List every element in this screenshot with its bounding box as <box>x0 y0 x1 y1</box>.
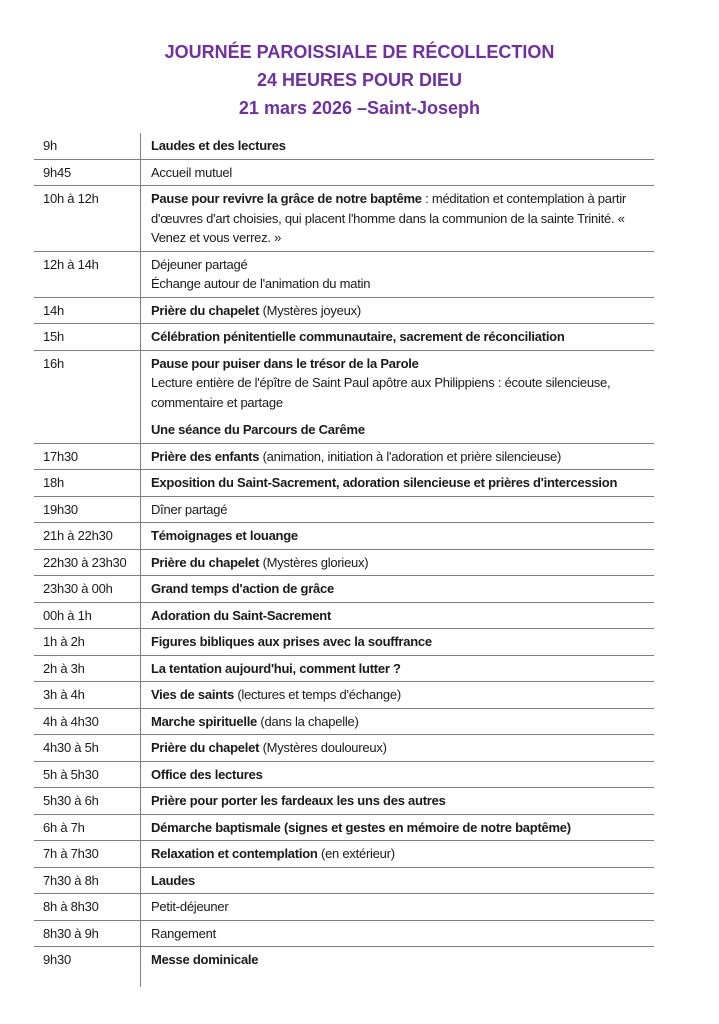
table-row <box>34 185 654 251</box>
activity-cell <box>140 351 654 443</box>
table-row <box>34 496 654 523</box>
activity-cell <box>140 252 654 297</box>
activity-paragraph <box>151 844 648 864</box>
activity-cell-empty <box>140 973 654 987</box>
table-row <box>34 443 654 470</box>
text-segment: Témoignages et louange <box>151 528 298 543</box>
text-segment: Prière du chapelet <box>151 554 260 570</box>
activity-paragraph <box>151 526 648 546</box>
activity-cell <box>140 868 654 894</box>
table-row <box>34 549 654 576</box>
activity-paragraph <box>151 473 648 493</box>
text-segment: (en extérieur) <box>317 846 395 861</box>
time-cell: 9h <box>43 138 57 153</box>
text-segment: (Mystères glorieux) <box>259 554 369 570</box>
table-row <box>34 133 654 159</box>
time-cell: 16h <box>43 355 64 371</box>
activity-paragraph <box>151 274 648 294</box>
activity-cell <box>140 894 654 920</box>
time-cell: 3h à 4h <box>43 687 85 702</box>
text-segment: Grand temps d'action de grâce <box>151 581 334 596</box>
activity-cell <box>140 470 654 496</box>
table-row <box>34 323 654 350</box>
time-cell: 00h à 1h <box>43 607 92 623</box>
text-segment: Marche spirituelle <box>151 713 258 729</box>
text-segment: Petit-déjeuner <box>151 899 229 914</box>
activity-cell <box>140 523 654 549</box>
text-segment: Laudes <box>151 872 196 888</box>
text-segment: Prière du chapelet <box>151 302 260 318</box>
title-line-3: 21 mars 2026 –Saint-Joseph <box>238 98 481 118</box>
table-row <box>34 655 654 682</box>
activity-paragraph <box>151 738 648 758</box>
text-segment: Vies de saints <box>151 687 234 702</box>
title-line-1: JOURNÉE PAROISSIALE DE RÉCOLLECTION <box>164 42 555 62</box>
activity-cell <box>140 629 654 655</box>
table-row <box>34 840 654 867</box>
time-cell: 9h30 <box>43 952 71 967</box>
text-segment: Pause pour puiser dans le trésor de la Parole <box>151 355 419 371</box>
table-row <box>34 867 654 894</box>
activity-cell <box>140 735 654 761</box>
activity-paragraph <box>151 354 648 374</box>
activity-paragraph <box>151 606 648 626</box>
text-segment: Prière du chapelet <box>151 740 260 755</box>
activity-cell <box>140 682 654 708</box>
activity-paragraph <box>151 818 648 838</box>
activity-cell <box>140 603 654 629</box>
activity-paragraph <box>151 136 648 156</box>
activity-cell <box>140 788 654 814</box>
text-segment: Célébration pénitentielle communautaire, sacrement de réconciliation <box>151 329 565 344</box>
time-cell-empty <box>34 973 140 987</box>
table-row <box>34 350 654 443</box>
activity-paragraph <box>151 255 648 275</box>
activity-paragraph <box>151 420 648 440</box>
text-segment: Adoration du Saint-Sacrement <box>151 607 332 623</box>
time-cell: 9h45 <box>43 164 71 180</box>
text-segment: Prière des enfants <box>151 448 260 464</box>
time-cell: 8h30 à 9h <box>43 925 99 941</box>
activity-cell <box>140 709 654 735</box>
activity-paragraph <box>151 659 648 679</box>
time-cell: 12h à 14h <box>43 256 99 272</box>
time-cell: 4h30 à 5h <box>43 740 99 755</box>
text-segment: Accueil mutuel <box>151 164 233 180</box>
time-cell: 10h à 12h <box>43 191 99 206</box>
text-segment: Lecture entière de l'épître de Saint Paul apôtre aux Philippiens : écoute silencieuse, commentaire et partage <box>151 375 611 410</box>
activity-paragraph <box>151 500 648 520</box>
table-row <box>34 734 654 761</box>
table-row <box>34 681 654 708</box>
text-segment: (lectures et temps d'échange) <box>233 687 401 702</box>
time-cell: 4h à 4h30 <box>43 713 99 729</box>
time-cell: 15h <box>43 329 64 344</box>
text-segment: Figures bibliques aux prises avec la souffrance <box>151 634 432 649</box>
schedule-table <box>34 133 654 987</box>
time-cell: 17h30 <box>43 448 78 464</box>
activity-cell <box>140 656 654 682</box>
activity-paragraph <box>151 632 648 652</box>
activity-cell <box>140 762 654 788</box>
table-tail <box>34 973 654 987</box>
activity-cell <box>140 497 654 523</box>
text-segment: Démarche baptismale (signes et gestes en mémoire de notre baptême) <box>151 819 571 835</box>
activity-cell <box>140 324 654 350</box>
time-cell: 2h à 3h <box>43 660 85 676</box>
activity-cell <box>140 947 654 973</box>
table-row <box>34 787 654 814</box>
table-row <box>34 893 654 920</box>
text-segment: Prière pour porter les fardeaux les uns des autres <box>151 793 446 808</box>
activity-paragraph <box>151 765 648 785</box>
table-row <box>34 946 654 973</box>
time-cell: 22h30 à 23h30 <box>43 554 127 570</box>
text-segment: Déjeuner partagé <box>151 256 248 272</box>
activity-cell <box>140 444 654 470</box>
time-cell: 1h à 2h <box>43 634 85 649</box>
time-cell: 7h30 à 8h <box>43 872 99 888</box>
activity-paragraph <box>151 301 648 321</box>
text-segment: : méditation et contemplation à partir d'œuvres d'art choisies, qui placent l'homme dans la communion de la sainte Trinité. « Venez et vous verrez. » <box>151 191 626 245</box>
time-cell: 18h <box>43 475 64 490</box>
table-row <box>34 708 654 735</box>
text-segment: Exposition du Saint-Sacrement, adoration silencieuse et prières d'intercession <box>151 475 618 490</box>
time-cell: 5h à 5h30 <box>43 766 99 782</box>
table-row <box>34 251 654 297</box>
text-segment: Office des lectures <box>151 766 263 782</box>
text-segment: Messe dominicale <box>151 952 259 967</box>
activity-paragraph <box>151 712 648 732</box>
activity-paragraph <box>151 579 648 599</box>
activity-cell <box>140 550 654 576</box>
text-segment: (Mystères douloureux) <box>259 740 387 755</box>
text-segment: Relaxation et contemplation <box>151 846 318 861</box>
time-cell: 21h à 22h30 <box>43 528 113 543</box>
activity-cell <box>140 160 654 186</box>
time-cell: 8h à 8h30 <box>43 899 99 914</box>
time-cell: 7h à 7h30 <box>43 846 99 861</box>
activity-paragraph <box>151 189 648 248</box>
table-row <box>34 602 654 629</box>
time-cell: 5h30 à 6h <box>43 793 99 808</box>
table-row <box>34 628 654 655</box>
table-row <box>34 761 654 788</box>
text-segment: (animation, initiation à l'adoration et prière silencieuse) <box>259 448 562 464</box>
text-segment: (Mystères joyeux) <box>259 302 361 318</box>
table-row <box>34 920 654 947</box>
activity-cell <box>140 186 654 251</box>
text-segment: Pause pour revivre la grâce de notre baptême <box>151 191 422 206</box>
activity-paragraph <box>151 373 648 412</box>
table-row <box>34 522 654 549</box>
activity-cell <box>140 133 654 159</box>
activity-cell <box>140 841 654 867</box>
table-row <box>34 814 654 841</box>
time-cell: 6h à 7h <box>43 819 85 835</box>
table-row <box>34 159 654 186</box>
activity-paragraph <box>151 871 648 891</box>
activity-paragraph <box>151 924 648 944</box>
activity-paragraph <box>151 791 648 811</box>
activity-paragraph <box>151 447 648 467</box>
activity-paragraph <box>151 327 648 347</box>
text-segment: Une séance du Parcours de Carême <box>151 422 365 437</box>
activity-cell <box>140 815 654 841</box>
text-segment: Échange autour de l'animation du matin <box>151 276 371 291</box>
text-segment: Dîner partagé <box>151 501 228 517</box>
activity-cell <box>140 921 654 947</box>
text-segment: Laudes et des lectures <box>151 138 286 153</box>
title-line-2: 24 HEURES POUR DIEU <box>256 70 463 90</box>
time-cell: 23h30 à 00h <box>43 581 113 596</box>
time-cell: 19h30 <box>43 501 78 517</box>
text-segment: (dans la chapelle) <box>257 713 359 729</box>
activity-paragraph <box>151 950 648 970</box>
activity-cell <box>140 576 654 602</box>
text-segment: La tentation aujourd'hui, comment lutter ? <box>151 660 401 676</box>
text-segment: Rangement <box>151 925 216 941</box>
activity-paragraph <box>151 553 648 573</box>
document-title <box>0 0 719 122</box>
activity-paragraph <box>151 163 648 183</box>
table-row <box>34 297 654 324</box>
table-row <box>34 575 654 602</box>
activity-paragraph <box>151 685 648 705</box>
activity-cell <box>140 298 654 324</box>
table-row <box>34 469 654 496</box>
activity-paragraph <box>151 897 648 917</box>
time-cell: 14h <box>43 302 64 318</box>
